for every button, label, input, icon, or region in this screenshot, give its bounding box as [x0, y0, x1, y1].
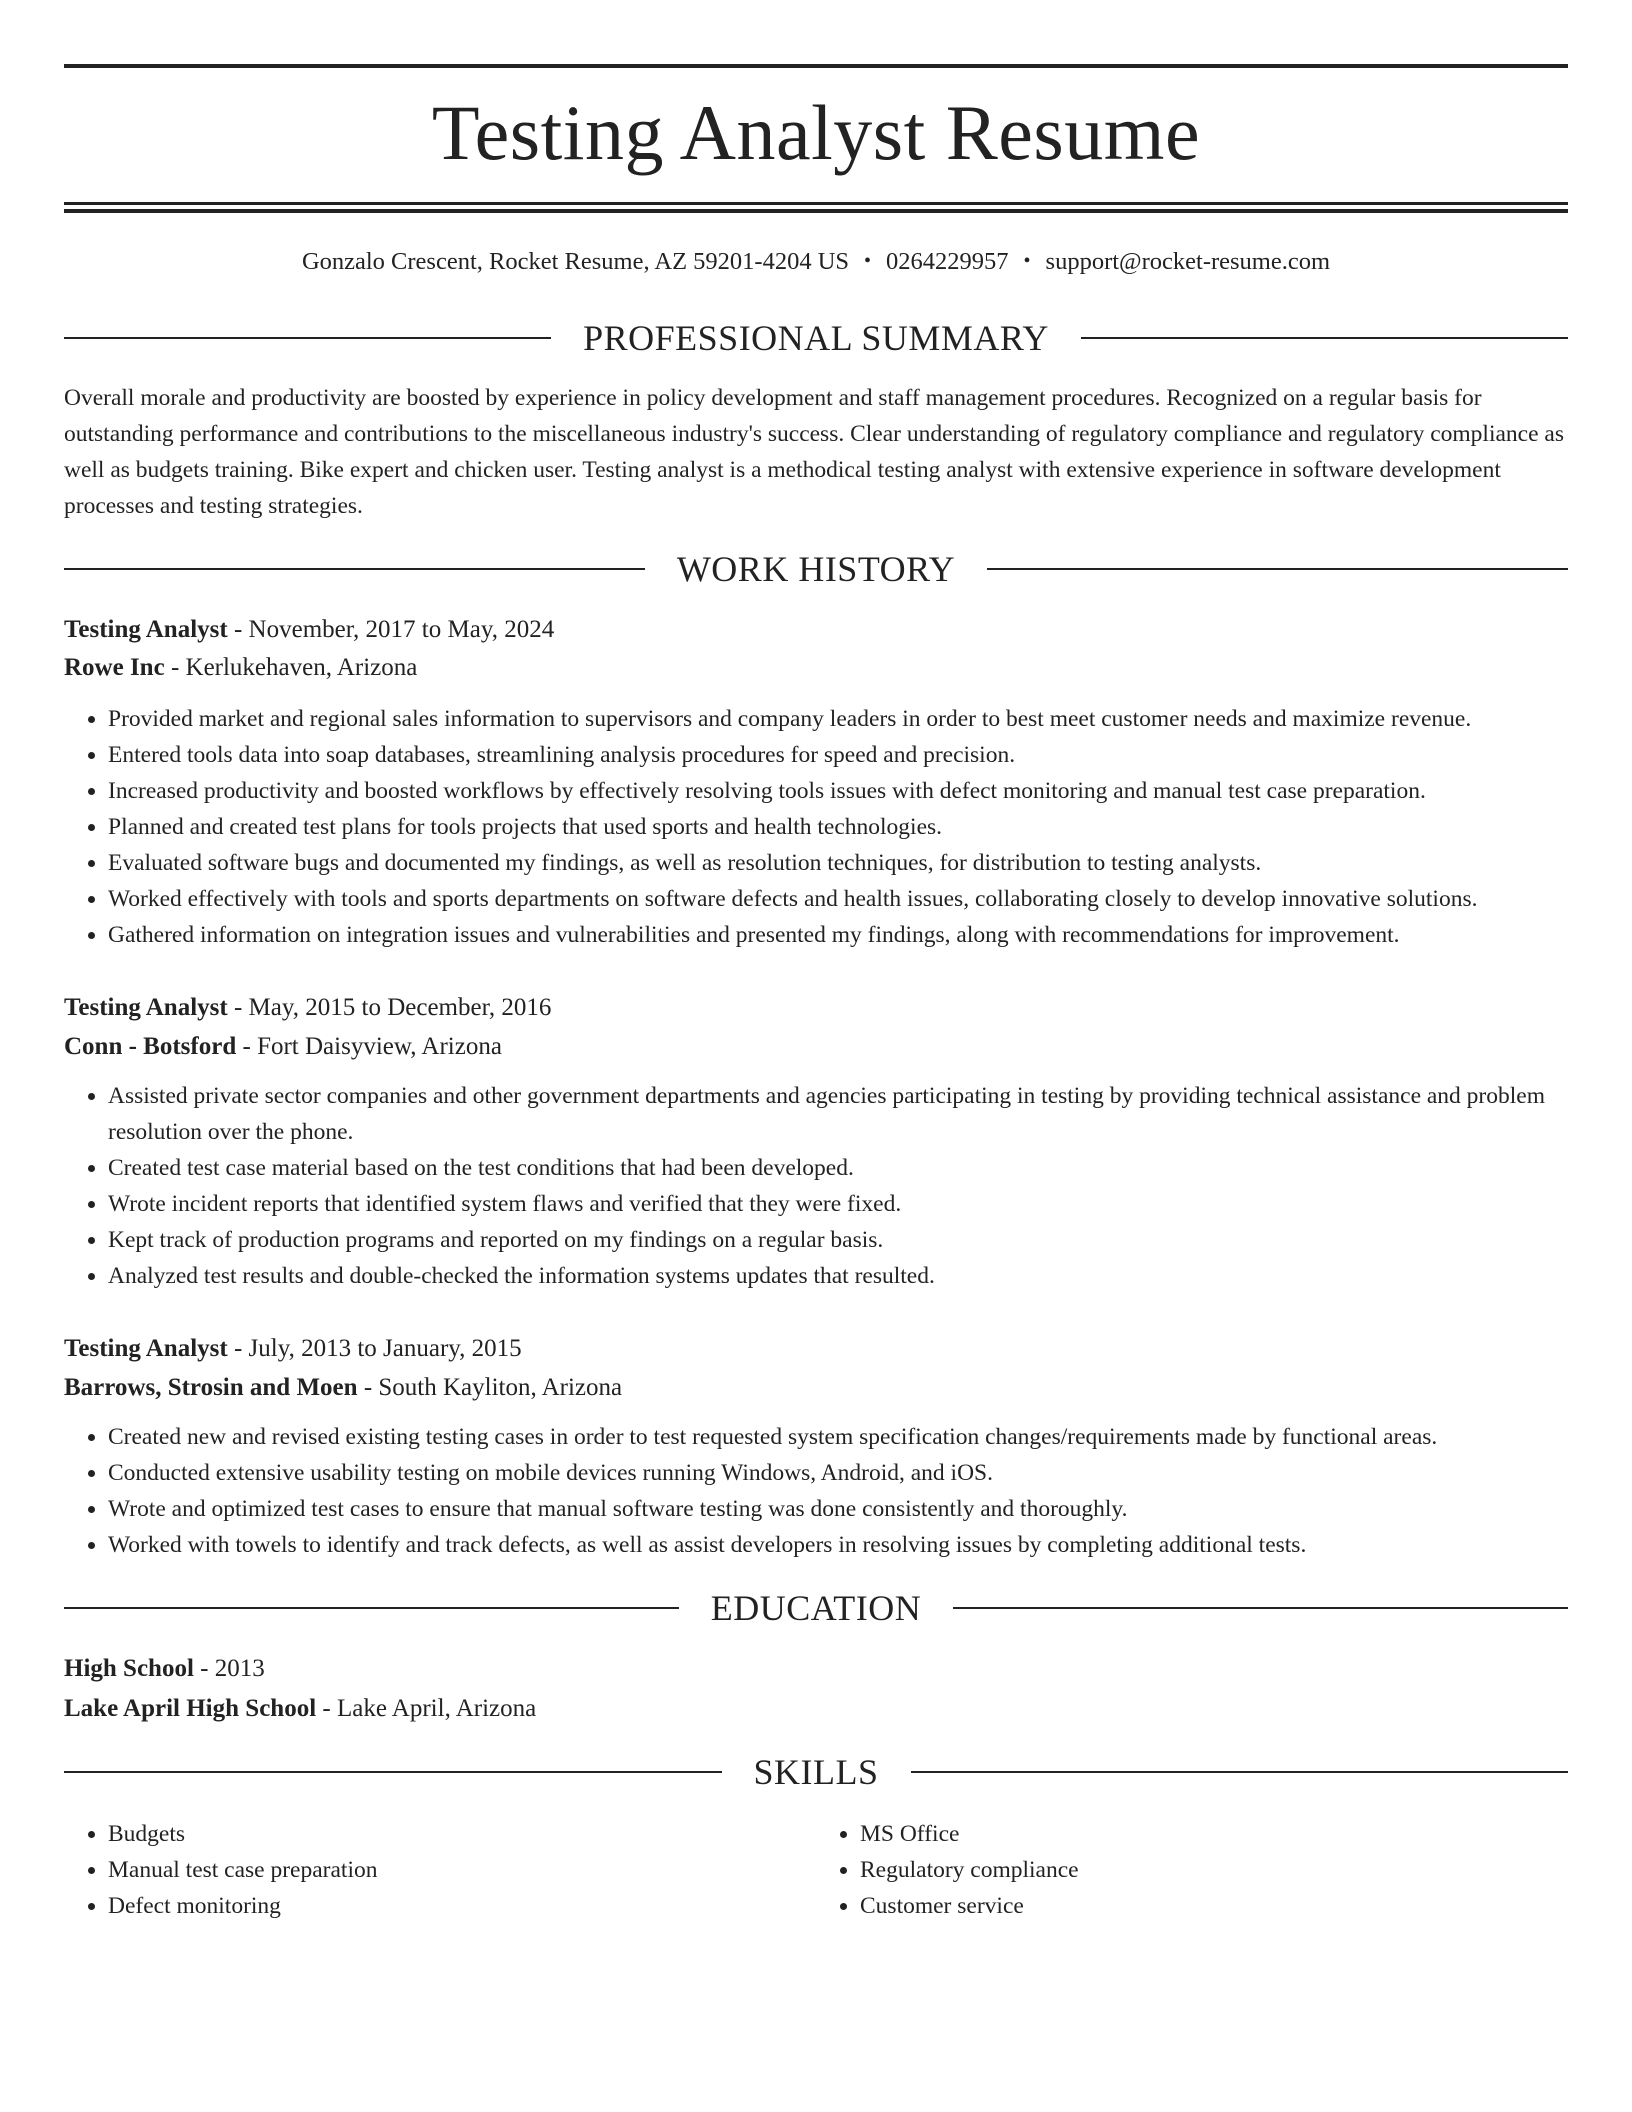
- job-title-line: [64, 1334, 1568, 1364]
- skill-item: • Budgets: [108, 1816, 816, 1852]
- section-heading-summary: [64, 318, 1568, 359]
- job-dates: - November, 2017 to May, 2024: [227, 616, 555, 644]
- skills-list-left: [64, 1816, 816, 1924]
- education-entry: [64, 1654, 1568, 1724]
- resume-title: Testing Analyst Resume: [431, 89, 1201, 176]
- job-bullets: [64, 701, 1568, 953]
- heading-rule: [64, 1607, 679, 1609]
- job-bullet: • Assisted private sector companies and other government departments and agencies participating in testing by providing technical assistance and problem resolution over the phone.: [108, 1078, 1568, 1150]
- section-heading-work: [64, 549, 1568, 590]
- job-title-line: [64, 615, 1568, 645]
- job-entry: [64, 1334, 1568, 1563]
- education-location: - Lake April, Arizona: [316, 1695, 537, 1723]
- contact-line: [64, 247, 1568, 276]
- job-bullet: • Worked with towels to identify and track defects, as well as assist developers in resolving issues by completing additional tests.: [108, 1527, 1568, 1563]
- job-bullet: • Entered tools data into soap databases, streamlining analysis procedures for speed and precision.: [108, 737, 1568, 773]
- job-bullet: • Planned and created test plans for tools projects that used sports and health technologies.: [108, 809, 1568, 845]
- contact-separator: •: [1023, 250, 1031, 272]
- title-double-rule: [64, 202, 1568, 213]
- job-location: - South Kayliton, Arizona: [357, 1374, 623, 1402]
- job-company: Barrows, Strosin and Moen: [64, 1374, 358, 1402]
- job-dates: - May, 2015 to December, 2016: [227, 994, 552, 1022]
- job-bullet: • Conducted extensive usability testing on mobile devices running Windows, Android, and iOS.: [108, 1455, 1568, 1491]
- education-degree: High School: [64, 1655, 194, 1683]
- section-title-skills: SKILLS: [753, 1752, 879, 1793]
- education-school-line: [64, 1694, 1568, 1724]
- job-bullet: • Evaluated software bugs and documented my findings, as well as resolution techniques, for distribution to testing analysts.: [108, 845, 1568, 881]
- contact-separator: •: [864, 250, 872, 272]
- job-title-line: [64, 993, 1568, 1023]
- job-bullet: • Analyzed test results and double-checked the information systems updates that resulted.: [108, 1258, 1568, 1294]
- heading-rule: [953, 1607, 1568, 1609]
- skill-item: • Manual test case preparation: [108, 1852, 816, 1888]
- skill-item: • Customer service: [860, 1888, 1568, 1924]
- heading-rule: [987, 568, 1568, 570]
- education-school: Lake April High School: [64, 1695, 317, 1723]
- contact-phone: 0264229957: [886, 248, 1009, 275]
- section-heading-skills: [64, 1752, 1568, 1793]
- job-dates: - July, 2013 to January, 2015: [227, 1335, 522, 1363]
- job-bullet: • Gathered information on integration issues and vulnerabilities and presented my findings, along with recommendations for improvement.: [108, 917, 1568, 953]
- job-bullet: • Wrote incident reports that identified system flaws and verified that they were fixed.: [108, 1186, 1568, 1222]
- section-title-work: WORK HISTORY: [676, 549, 956, 590]
- section-heading-education: [64, 1588, 1568, 1629]
- job-entry: [64, 615, 1568, 953]
- job-bullet: • Created test case material based on the test conditions that had been developed.: [108, 1150, 1568, 1186]
- job-location: - Kerlukehaven, Arizona: [164, 654, 418, 682]
- skill-item: • MS Office: [860, 1816, 1568, 1852]
- contact-address: Gonzalo Crescent, Rocket Resume, AZ 59201-4204 US: [301, 248, 850, 275]
- professional-summary-text: Overall morale and productivity are boosted by experience in policy development and staff management procedures. Recognized on a regular basis for outstanding performance and contributions to the miscellaneous industry's success. Clear understanding of regulatory compliance and regulatory compliance as well as budgets training. Bike expert and chicken user. Testing analyst is a methodical testing analyst with extensive experience in software development processes and testing strategies.: [64, 385, 1564, 520]
- job-bullet: • Wrote and optimized test cases to ensure that manual software testing was done consistently and thoroughly.: [108, 1491, 1568, 1527]
- heading-rule: [64, 337, 551, 339]
- job-bullet: • Increased productivity and boosted workflows by effectively resolving tools issues with defect monitoring and manual test case preparation.: [108, 773, 1568, 809]
- resume-page: [64, 64, 1568, 1924]
- heading-rule: [64, 1771, 722, 1773]
- job-bullet: • Provided market and regional sales information to supervisors and company leaders in order to best meet customer needs and maximize revenue.: [108, 701, 1568, 737]
- job-company-line: [64, 1032, 1568, 1062]
- section-title-summary: PROFESSIONAL SUMMARY: [583, 318, 1049, 359]
- job-bullets: [64, 1419, 1568, 1563]
- skill-item: • Regulatory compliance: [860, 1852, 1568, 1888]
- education-year: - 2013: [193, 1655, 265, 1683]
- heading-rule: [64, 568, 645, 570]
- job-company-line: [64, 653, 1568, 683]
- job-company-line: [64, 1373, 1568, 1403]
- job-title: Testing Analyst: [64, 994, 228, 1022]
- job-bullet: • Created new and revised existing testing cases in order to test requested system specification changes/requirements made by functional areas.: [108, 1419, 1568, 1455]
- job-location: - Fort Daisyview, Arizona: [236, 1033, 502, 1061]
- section-title-education: EDUCATION: [710, 1588, 922, 1629]
- job-title: Testing Analyst: [64, 616, 228, 644]
- job-bullet: • Worked effectively with tools and sports departments on software defects and health issues, collaborating closely to develop innovative solutions.: [108, 881, 1568, 917]
- education-degree-line: [64, 1654, 1568, 1684]
- job-company: Rowe Inc: [64, 654, 165, 682]
- job-bullets: [64, 1078, 1568, 1294]
- job-entry: [64, 993, 1568, 1294]
- skills-list-right: [816, 1816, 1568, 1924]
- job-bullet: • Kept track of production programs and reported on my findings on a regular basis.: [108, 1222, 1568, 1258]
- skill-item: • Defect monitoring: [108, 1888, 816, 1924]
- job-title: Testing Analyst: [64, 1335, 228, 1363]
- heading-rule: [1081, 337, 1568, 339]
- job-company: Conn - Botsford: [64, 1033, 237, 1061]
- skills-columns: [64, 1816, 1568, 1924]
- contact-email: support@rocket-resume.com: [1045, 248, 1331, 275]
- heading-rule: [911, 1771, 1569, 1773]
